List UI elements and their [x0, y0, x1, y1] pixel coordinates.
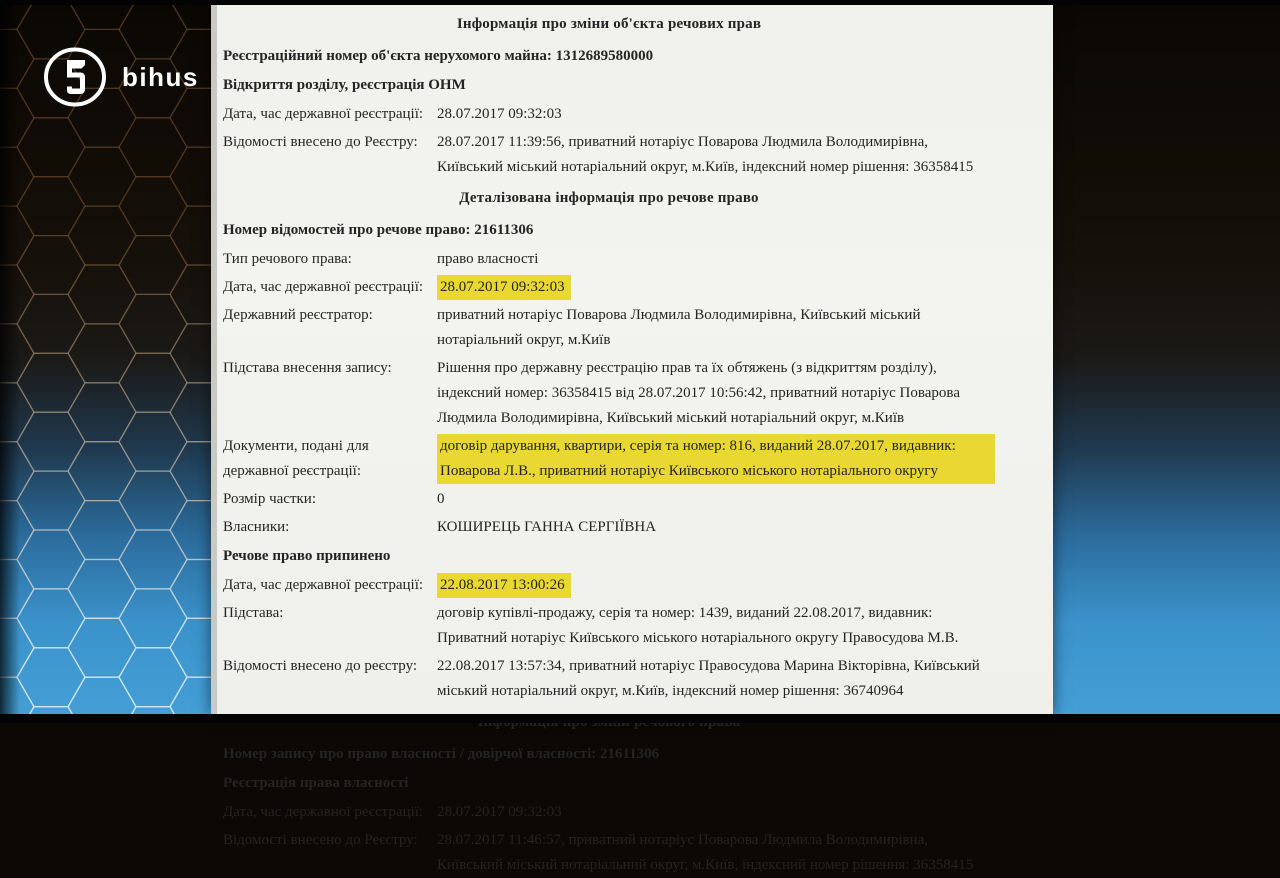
- field-label: Дата, час державної реєстрації:: [223, 106, 424, 122]
- field-label: Документи, подані для державної реєстрації:: [223, 438, 369, 479]
- field-label: Дата, час державної реєстрації:: [223, 804, 424, 820]
- ownership-record-number-line: Номер запису про право власності / довірчої власності: 21611306: [223, 746, 660, 762]
- highlighted-date-value: 28.07.2017 09:32:03: [437, 275, 571, 300]
- field-label: Тип речового права:: [223, 251, 352, 267]
- section-title-detailed-info: Деталізована інформація про речове право: [459, 190, 759, 206]
- field-label: Державний реєстратор:: [223, 307, 373, 323]
- registration-number-line: Реєстраційний номер об'єкта нерухомого майна: 1312689580000: [223, 48, 654, 64]
- row-termination-basis: [223, 601, 995, 651]
- row-share-size: [223, 487, 995, 512]
- field-value: приватний нотаріус Поварова Людмила Володимирівна, Київський міський нотаріальний округ, м.Київ: [437, 307, 921, 348]
- bihus-logo-text: bihus: [122, 61, 199, 92]
- row-submitted-documents: [223, 434, 995, 484]
- bihus-logo: [42, 46, 199, 108]
- highlighted-termination-date: 22.08.2017 13:00:26: [437, 573, 571, 598]
- row-registration-date: [223, 102, 995, 127]
- record-number-line: Номер відомостей про речове право: 21611306: [223, 222, 534, 238]
- field-label: Відомості внесено до реєстру:: [223, 658, 418, 674]
- field-label: Дата, час державної реєстрації:: [223, 577, 424, 593]
- open-section-line: Відкриття розділу, реєстрація ОНМ: [223, 77, 466, 93]
- ownership-registration-header: Реєстрація права власності: [223, 775, 409, 791]
- row-owners: [223, 515, 995, 540]
- row-termination-entered: [223, 654, 995, 704]
- row-right-type: [223, 247, 995, 272]
- registry-document-page: [211, 5, 1053, 873]
- field-label: Підстава:: [223, 605, 284, 621]
- row-ownership-date: [223, 800, 995, 825]
- top-letterbox-bar: [0, 0, 1280, 5]
- row-state-registrar: [223, 303, 995, 353]
- terminated-right-header: Речове право припинено: [223, 548, 391, 564]
- field-value: 22.08.2017 13:57:34, приватний нотаріус Правосудова Марина Вікторівна, Київський міський нотаріальний округ, м.Київ, індексний номер рішення: 36740964: [437, 658, 980, 699]
- field-value: 28.07.2017 11:46:57, приватний нотаріус Поварова Людмила Володимирівна, Київський міський нотаріальний округ, м.Київ, індексний номер рішення: 36358415: [437, 832, 974, 873]
- section-title-object-changes: Інформація про зміни об'єкта речових прав: [456, 16, 762, 32]
- field-value: 28.07.2017 09:32:03: [437, 804, 562, 820]
- left-edge-vignette: [0, 0, 20, 723]
- row-ownership-entered: [223, 828, 995, 878]
- field-label: Розмір частки:: [223, 491, 316, 507]
- field-label: Відомості внесено до Реєстру:: [223, 134, 418, 150]
- field-value: 28.07.2017 09:32:03: [437, 106, 562, 122]
- field-value: КОШИРЕЦЬ ГАННА СЕРГІЇВНА: [437, 519, 657, 535]
- bihus-logo-icon: [42, 46, 108, 108]
- row-termination-date-highlighted: [223, 573, 995, 598]
- field-value: договір купівлі-продажу, серія та номер: 1439, виданий 22.08.2017, видавник: Приватний нотаріус Київського міського нотаріального округу Правосудова М.В.: [437, 605, 959, 646]
- field-label: Дата, час державної реєстрації:: [223, 279, 424, 295]
- field-value: право власності: [437, 251, 539, 267]
- row-entry-basis: [223, 356, 995, 431]
- field-label: Відомості внесено до Реєстру:: [223, 832, 418, 848]
- row-entered-registry: [223, 130, 995, 180]
- highlighted-documents-value: договір дарування, квартири, серія та номер: 816, виданий 28.07.2017, видавник: Поварова Л.В., приватний нотаріус Київського міського нотаріального округу: [437, 434, 995, 484]
- row-registration-date-highlighted: [223, 275, 995, 300]
- field-label: Власники:: [223, 519, 290, 535]
- bottom-letterbox-bar: [0, 714, 1280, 723]
- field-value: 28.07.2017 11:39:56, приватний нотаріус Поварова Людмила Володимирівна, Київський міський нотаріальний округ, м.Київ, індексний номер рішення: 36358415: [437, 134, 974, 175]
- field-label: Підстава внесення запису:: [223, 360, 392, 376]
- field-value: 0: [437, 491, 445, 507]
- field-value: Рішення про державну реєстрацію прав та їх обтяжень (з відкриттям розділу), індексний номер: 36358415 від 28.07.2017 10:56:42, приватний нотаріус Поварова Людмила Володимирівна, Київський міський нотаріальний округ, м.Київ: [437, 360, 960, 426]
